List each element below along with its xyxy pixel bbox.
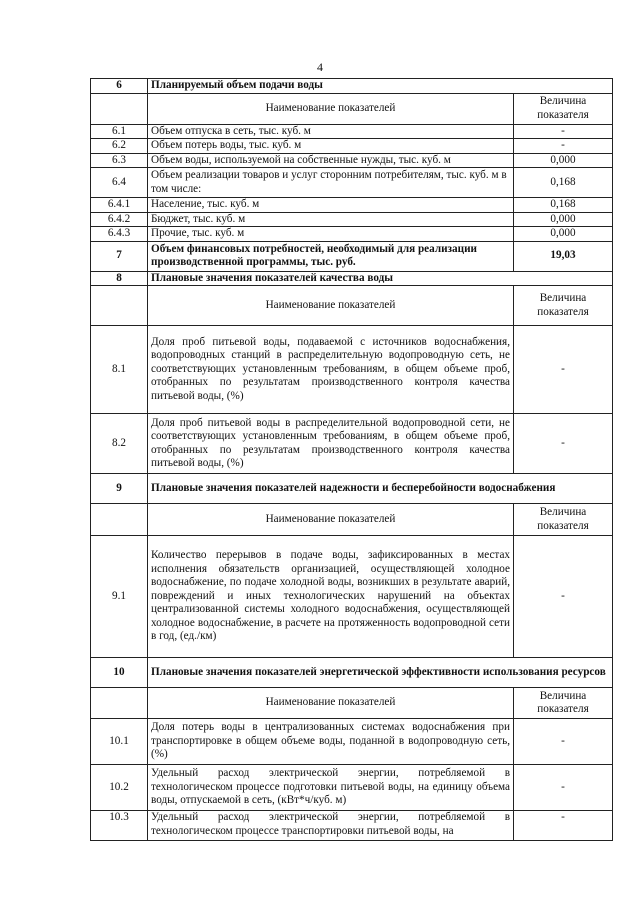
row-text: Доля потерь воды в централизованных системах водоснабжения при транспортировке в общем объеме воды, поданной в водопроводную сеть, (%) xyxy=(148,719,514,765)
row-number: 6.4.1 xyxy=(91,198,148,213)
column-header-name: Наименование показателей xyxy=(148,93,514,124)
row-number: 6.4.3 xyxy=(91,227,148,242)
section-title: Планируемый объем подачи воды xyxy=(148,79,613,94)
column-header-row xyxy=(91,688,613,719)
row-value: - xyxy=(514,414,613,474)
table-row xyxy=(91,124,613,139)
row-text: Удельный расход электрической энергии, потребляемой в технологическом процессе подготовки питьевой воды, на единицу объема воды, отпускаемой в сеть, (кВт*ч/куб. м) xyxy=(148,765,514,811)
row-value: - xyxy=(514,536,613,658)
table-row xyxy=(91,811,613,841)
section-number: 9 xyxy=(91,474,148,504)
table-row xyxy=(91,198,613,213)
row-number: 6.1 xyxy=(91,124,148,139)
section-9-header xyxy=(91,474,613,504)
section-number: 10 xyxy=(91,658,148,688)
row-value: - xyxy=(514,811,613,841)
section-7-row xyxy=(91,241,613,271)
column-header-value: Величина показателя xyxy=(514,93,613,124)
page-number: 4 xyxy=(317,60,323,74)
row-text: Доля проб питьевой воды, подаваемой с источников водоснабжения, водопроводных станций в распределительную водопроводную сеть, не соответствующих установленным требованиям, в общем объеме проб, отобранных по результатам производственного контроля качества питьевой воды, (%) xyxy=(148,326,514,414)
column-header-value: Величина показателя xyxy=(514,286,613,326)
row-value: 0,000 xyxy=(514,212,613,227)
row-text: Объем отпуска в сеть, тыс. куб. м xyxy=(148,124,514,139)
section-6-header xyxy=(91,79,613,94)
row-text: Удельный расход электрической энергии, потребляемой в технологическом процессе транспортировки питьевой воды, на xyxy=(148,811,514,841)
indicators-table xyxy=(90,78,613,841)
row-value: 0,000 xyxy=(514,227,613,242)
column-header-row xyxy=(91,93,613,124)
row-number: 6.4.2 xyxy=(91,212,148,227)
row-number: 10.2 xyxy=(91,765,148,811)
row-number: 6.4 xyxy=(91,168,148,198)
table-row xyxy=(91,536,613,658)
row-value: 0,168 xyxy=(514,168,613,198)
row-text: Прочие, тыс. куб. м xyxy=(148,227,514,242)
table-row xyxy=(91,326,613,414)
table-row xyxy=(91,168,613,198)
row-number: 9.1 xyxy=(91,536,148,658)
column-header-name: Наименование показателей xyxy=(148,286,514,326)
row-number: 8.2 xyxy=(91,414,148,474)
section-title: Объем финансовых потребностей, необходимый для реализации производственной программы, тыс. руб. xyxy=(148,241,514,271)
row-value: - xyxy=(514,326,613,414)
table-row xyxy=(91,153,613,168)
column-header-value: Величина показателя xyxy=(514,504,613,536)
row-value: - xyxy=(514,765,613,811)
row-value: 0,000 xyxy=(514,153,613,168)
section-number: 7 xyxy=(91,241,148,271)
column-header-row xyxy=(91,286,613,326)
column-header-value: Величина показателя xyxy=(514,688,613,719)
column-header-name: Наименование показателей xyxy=(148,688,514,719)
section-title: Плановые значения показателей надежности и бесперебойности водоснабжения xyxy=(148,474,613,504)
row-value: 0,168 xyxy=(514,198,613,213)
table-row xyxy=(91,765,613,811)
section-value: 19,03 xyxy=(514,241,613,271)
row-value: - xyxy=(514,124,613,139)
row-text: Бюджет, тыс. куб. м xyxy=(148,212,514,227)
row-text: Доля проб питьевой воды в распределительной водопроводной сети, не соответствующих установленным требованиям, в общем объеме проб, отобранных по результатам производственного контроля качества питьевой воды, (%) xyxy=(148,414,514,474)
row-text: Объем потерь воды, тыс. куб. м xyxy=(148,139,514,154)
section-title: Плановые значения показателей энергетической эффективности использования ресурсов xyxy=(148,658,613,688)
row-text: Население, тыс. куб. м xyxy=(148,198,514,213)
table-row xyxy=(91,227,613,242)
row-text: Объем воды, используемой на собственные нужды, тыс. куб. м xyxy=(148,153,514,168)
table-row xyxy=(91,719,613,765)
row-number: 10.1 xyxy=(91,719,148,765)
row-number: 8.1 xyxy=(91,326,148,414)
table-row xyxy=(91,212,613,227)
row-number: 6.3 xyxy=(91,153,148,168)
section-number: 8 xyxy=(91,271,148,286)
row-text: Объем реализации товаров и услуг сторонним потребителям, тыс. куб. м в том числе: xyxy=(148,168,514,198)
section-number: 6 xyxy=(91,79,148,94)
table-row xyxy=(91,139,613,154)
column-header-row xyxy=(91,504,613,536)
row-value: - xyxy=(514,719,613,765)
row-number: 10.3 xyxy=(91,811,148,841)
section-10-header xyxy=(91,658,613,688)
row-value: - xyxy=(514,139,613,154)
column-header-name: Наименование показателей xyxy=(148,504,514,536)
table-row xyxy=(91,414,613,474)
section-title: Плановые значения показателей качества воды xyxy=(148,271,613,286)
row-text: Количество перерывов в подаче воды, зафиксированных в местах исполнения обязательств организацией, осуществляющей холодное водоснабжение, по подаче холодной воды, возникших в результате аварий, повреждений и иных технологических нарушений на объектах централизованной системы холодного водоснабжения, осуществляющей холодное водоснабжение, в расчете на протяженность водопроводной сети в год, (ед./км) xyxy=(148,536,514,658)
row-number: 6.2 xyxy=(91,139,148,154)
section-8-header xyxy=(91,271,613,286)
